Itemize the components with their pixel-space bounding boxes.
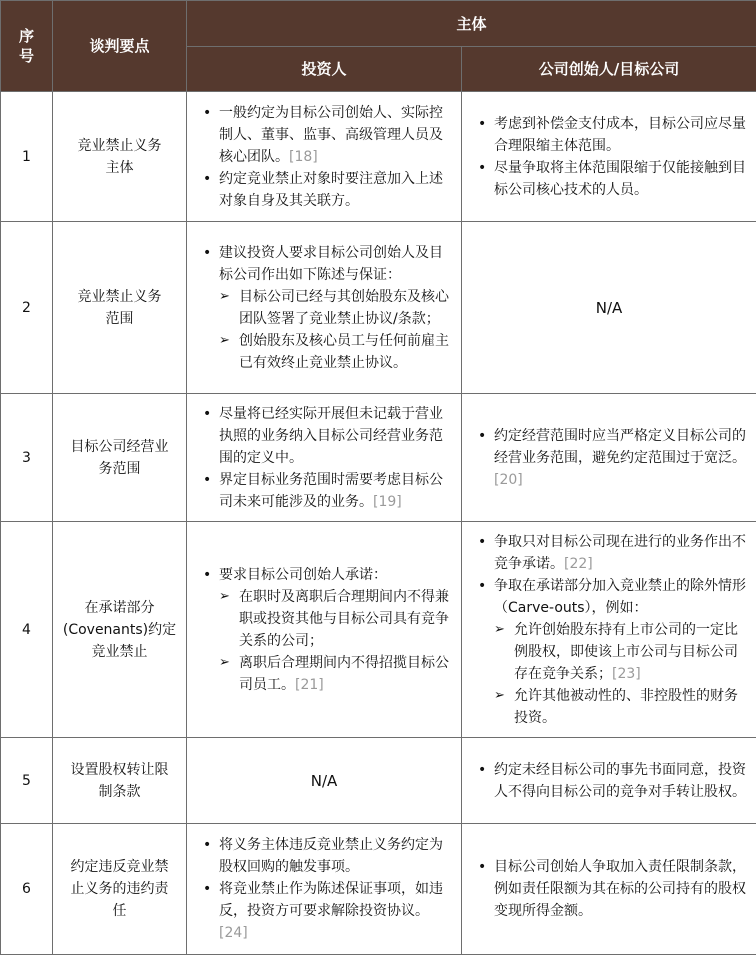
bullet-item: • 目标公司创始人争取加入责任限制条款，例如责任限额为其在标的公司持有的股权变现所得金额。 — [474, 856, 746, 922]
bullet-item: • 建议投资人要求目标公司创始人及目标公司作出如下陈述与保证： ➢ 目标公司已经与其创始股东及核心团队签署了竞业禁止协议/条款； ➢ 创始股东及核心员工与任何前雇主已有效终止竞业禁止协议。 — [199, 242, 451, 374]
investor-cell — [187, 824, 462, 955]
header-founder: 公司创始人/目标公司 — [462, 47, 756, 92]
founder-cell — [462, 522, 756, 738]
investor-na: N/A — [187, 738, 462, 824]
header-investor: 投资人 — [187, 47, 462, 92]
founder-na: N/A — [462, 222, 756, 394]
citation-ref: [20] — [494, 471, 523, 488]
sub-bullet-item: ➢ 允许创始股东持有上市公司的一定比例股权，即使该上市公司与目标公司存在竞争关系；[23] — [494, 619, 746, 685]
citation-ref: [19] — [373, 493, 402, 510]
citation-ref: [18] — [289, 148, 318, 165]
founder-cell — [462, 394, 756, 522]
citation-ref: [23] — [612, 665, 641, 682]
row-topic: 约定违反竞业禁止义务的违约责任 — [53, 824, 187, 955]
header-seq: 序号 — [1, 1, 53, 92]
row-number: 1 — [1, 92, 53, 222]
row-topic: 设置股权转让限制条款 — [53, 738, 187, 824]
row-topic: 目标公司经营业务范围 — [53, 394, 187, 522]
row-number: 4 — [1, 522, 53, 738]
bullet-item: • 争取只对目标公司现在进行的业务作出不竞争承诺。[22] — [474, 531, 746, 575]
bullet-item: • 界定目标业务范围时需要考虑目标公司未来可能涉及的业务。[19] — [199, 469, 451, 513]
citation-ref: [22] — [564, 555, 593, 572]
table-row — [1, 92, 756, 222]
bullet-item: • 约定经营范围时应当严格定义目标公司的经营业务范围，避免约定范围过于宽泛。[20] — [474, 425, 746, 491]
investor-cell — [187, 522, 462, 738]
row-topic: 在承诺部分(Covenants)约定竞业禁止 — [53, 522, 187, 738]
table-row — [1, 824, 756, 955]
bullet-item: • 将义务主体违反竞业禁止义务约定为股权回购的触发事项。 — [199, 834, 451, 878]
investor-cell — [187, 394, 462, 522]
investor-cell — [187, 92, 462, 222]
sub-bullet-item: ➢ 允许其他被动性的、非控股性的财务投资。 — [494, 685, 746, 729]
header-topic: 谈判要点 — [53, 1, 187, 92]
sub-bullet-item: ➢ 在职时及离职后合理期间内不得兼职或投资其他与目标公司具有竞争关系的公司； — [219, 586, 451, 652]
header-subject: 主体 — [187, 1, 756, 47]
bullet-item: • 要求目标公司创始人承诺： ➢ 在职时及离职后合理期间内不得兼职或投资其他与目标公司具有竞争关系的公司； ➢ 离职后合理期间内不得招揽目标公司员工。[21] — [199, 564, 451, 696]
table-row — [1, 222, 756, 394]
bullet-item: • 约定竞业禁止对象时要注意加入上述对象自身及其关联方。 — [199, 168, 451, 212]
bullet-item: • 考虑到补偿金支付成本，目标公司应尽量合理限缩主体范围。 — [474, 113, 746, 157]
founder-cell — [462, 738, 756, 824]
row-number: 6 — [1, 824, 53, 955]
sub-bullet-item: ➢ 创始股东及核心员工与任何前雇主已有效终止竞业禁止协议。 — [219, 330, 451, 374]
row-topic: 竞业禁止义务范围 — [53, 222, 187, 394]
row-number: 3 — [1, 394, 53, 522]
sub-bullet-item: ➢ 离职后合理期间内不得招揽目标公司员工。[21] — [219, 652, 451, 696]
bullet-item: • 尽量将已经实际开展但未记载于营业执照的业务纳入目标公司经营业务范围的定义中。 — [199, 403, 451, 469]
table-row — [1, 522, 756, 738]
bullet-item: • 一般约定为目标公司创始人、实际控制人、董事、监事、高级管理人员及核心团队。[18] — [199, 102, 451, 168]
row-topic: 竞业禁止义务主体 — [53, 92, 187, 222]
bullet-item: • 约定未经目标公司的事先书面同意，投资人不得向目标公司的竞争对手转让股权。 — [474, 759, 746, 803]
row-number: 5 — [1, 738, 53, 824]
sub-bullet-item: ➢ 目标公司已经与其创始股东及核心团队签署了竞业禁止协议/条款； — [219, 286, 451, 330]
row-number: 2 — [1, 222, 53, 394]
citation-ref: [24] — [219, 925, 248, 941]
founder-cell — [462, 824, 756, 955]
bullet-item: • 尽量争取将主体范围限缩于仅能接触到目标公司核心技术的人员。 — [474, 157, 746, 201]
citation-ref: [21] — [295, 676, 324, 693]
table-row — [1, 394, 756, 522]
bullet-item: • 争取在承诺部分加入竞业禁止的除外情形（Carve-outs），例如： ➢ 允许创始股东持有上市公司的一定比例股权，即使该上市公司与目标公司存在竞争关系；[23] ➢ 允许其他被动性的、非控股性的财务投资。 — [474, 575, 746, 729]
founder-cell — [462, 92, 756, 222]
table-row — [1, 738, 756, 824]
bullet-item: • 将竞业禁止作为陈述保证事项，如违反，投资方可要求解除投资协议。[24] — [199, 878, 451, 944]
investor-cell — [187, 222, 462, 394]
